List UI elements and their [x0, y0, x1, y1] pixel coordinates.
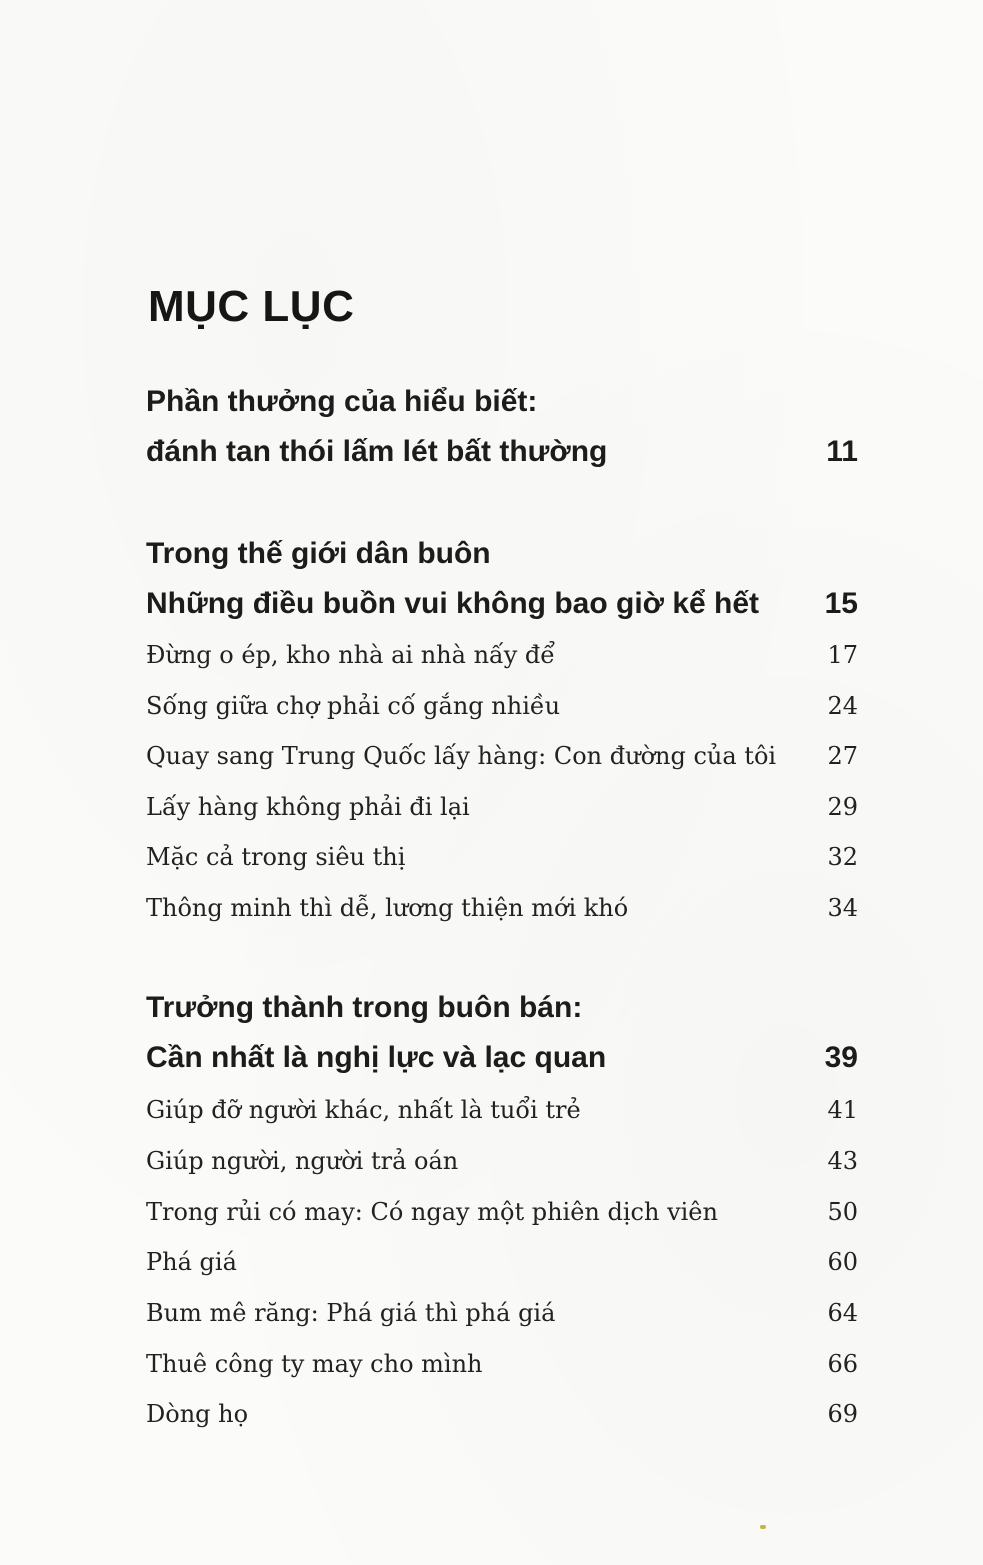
- toc-entry-page: 50: [827, 1198, 858, 1226]
- toc-entry-title: Đừng o ép, kho nhà ai nhà nấy để: [146, 641, 556, 669]
- toc-entry: [146, 687, 858, 725]
- toc-entry-title: Thuê công ty may cho mình: [146, 1350, 483, 1378]
- toc-entry-title: Giúp người, người trả oán: [146, 1147, 459, 1175]
- toc-entry: [146, 1091, 858, 1129]
- toc-entry: [146, 1345, 858, 1383]
- toc-entry-page: 60: [827, 1248, 858, 1276]
- section-2-heading-line-1: [146, 530, 858, 578]
- toc-entry-page: 27: [827, 742, 858, 770]
- section-1-title-part-2: đánh tan thói lấm lét bất thường: [146, 435, 608, 468]
- toc-entry: [146, 1193, 858, 1231]
- toc-entry-title: Trong rủi có may: Có ngay một phiên dịch viên: [146, 1198, 718, 1226]
- toc-entry-page: 29: [827, 793, 858, 821]
- section-3-heading-line-2: [146, 1034, 858, 1082]
- toc-entry-page: 41: [827, 1096, 858, 1124]
- toc-entry-page: 34: [827, 894, 858, 922]
- paper-speck: [760, 1525, 766, 1529]
- toc-entry: [146, 1142, 858, 1180]
- section-2-page-number: 15: [824, 587, 858, 620]
- toc-entry-title: Phá giá: [146, 1248, 237, 1276]
- toc-entry-page: 32: [827, 843, 858, 871]
- toc-entry-title: Sống giữa chợ phải cố gắng nhiều: [146, 692, 561, 720]
- toc-entry-page: 24: [827, 692, 858, 720]
- section-1-page-number: 11: [826, 435, 858, 468]
- toc-entry-title: Dòng họ: [146, 1400, 249, 1428]
- section-3-page-number: 39: [824, 1041, 858, 1074]
- section-3-title-part-1: Trưởng thành trong buôn bán:: [146, 991, 583, 1024]
- toc-entry: [146, 1243, 858, 1281]
- toc-entry-page: 66: [827, 1350, 858, 1378]
- toc-entry: [146, 1294, 858, 1332]
- toc-entry-title: Giúp đỡ người khác, nhất là tuổi trẻ: [146, 1096, 581, 1124]
- page-title: MỤC LỤC: [148, 282, 355, 331]
- toc-entry-page: 43: [827, 1147, 858, 1175]
- toc-entry-page: 64: [827, 1299, 858, 1327]
- toc-entry-title: Bum mê răng: Phá giá thì phá giá: [146, 1299, 556, 1327]
- section-1-heading-line-1: [146, 378, 858, 426]
- section-2-title-part-2: Những điều buồn vui không bao giờ kể hết: [146, 587, 760, 620]
- section-2-heading-line-2: [146, 580, 858, 628]
- section-3-title-part-2: Cần nhất là nghị lực và lạc quan: [146, 1041, 607, 1074]
- toc-entry: [146, 1395, 858, 1433]
- toc-entry-page: 17: [827, 641, 858, 669]
- toc-entry-title: Thông minh thì dễ, lương thiện mới khó: [146, 894, 629, 922]
- toc-entry-page: 69: [827, 1400, 858, 1428]
- section-1-title-part-1: Phần thưởng của hiểu biết:: [146, 385, 538, 418]
- section-1-heading-line-2: [146, 428, 858, 476]
- toc-entry-title: Mặc cả trong siêu thị: [146, 843, 406, 871]
- toc-entry: [146, 737, 858, 775]
- toc-entry: [146, 636, 858, 674]
- toc-entry: [146, 838, 858, 876]
- toc-entry: [146, 788, 858, 826]
- section-2-title-part-1: Trong thế giới dân buôn: [146, 537, 491, 570]
- toc-entry-title: Lấy hàng không phải đi lại: [146, 793, 470, 821]
- toc-entry: [146, 889, 858, 927]
- toc-entry-title: Quay sang Trung Quốc lấy hàng: Con đường của tôi: [146, 742, 777, 770]
- section-3-heading-line-1: [146, 984, 858, 1032]
